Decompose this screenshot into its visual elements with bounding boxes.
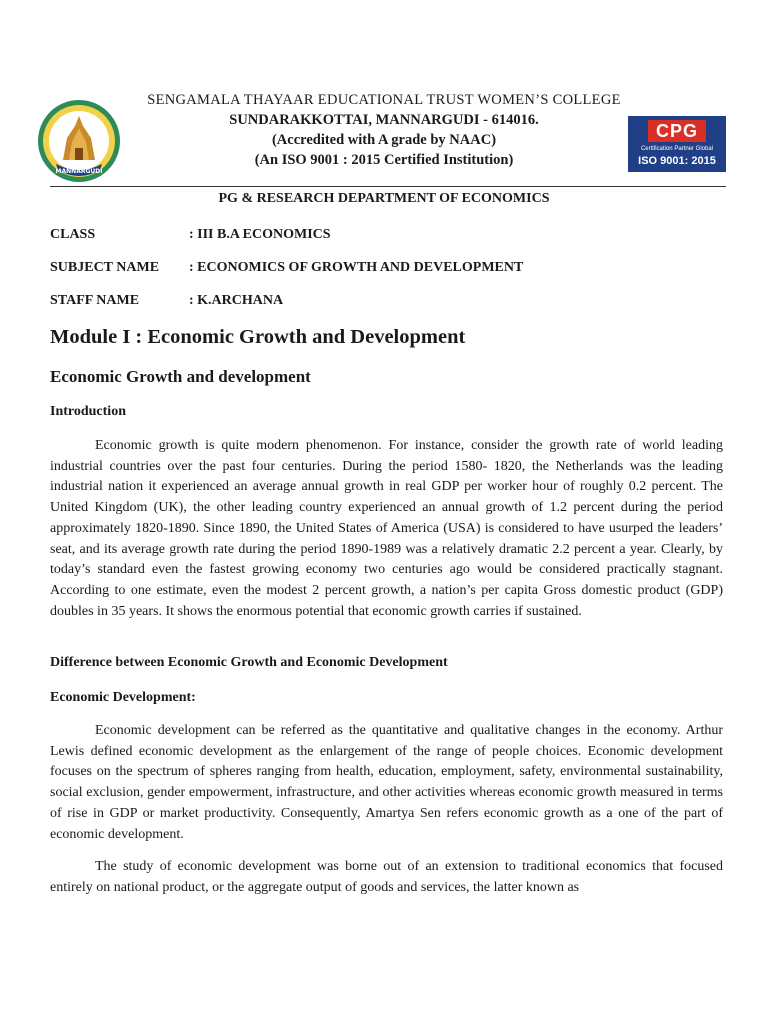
header-divider [50,186,726,187]
paragraph-text: Economic growth is quite modern phenomenon. For instance, consider the growth rate of world leading industrial countries over the past four centuries. During the period 1580- 1820, the Netherlands was the leading industrial nation it experienced an average annual growth in real GDP per worker hour of roughly 0.2 percent. The United Kingdom (UK), the other leading country experienced an annual growth of 1.2 percent during the period approximately 1820-1890. Since 1890, the United States of America (USA) is considered to have usurped the leaders’ seat, and its average growth rate during the period 1890-1989 was a relatively dramatic 2.2 percent a year. Clearly, by today’s standard even the fastest growing economy two centuries ago would be considered practically stagnant. According to one estimate, even the modest 2 percent growth, a nation’s per capita Gross domestic product (GDP) doubles in 35 years. It shows the enormous potential that economic growth carries if sustained. [50,438,723,619]
difference-heading: Difference between Economic Growth and Economic Development [50,655,448,670]
college-address: SUNDARAKKOTTAI, MANNARGUDI - 614016. [229,112,539,128]
cpg-tagline: Certification Partner Global [640,146,714,152]
paragraph-text: The study of economic development was borne out of an extension to traditional economics that focused entirely on national product, or the aggregate output of goods and services, the latter known as [50,859,723,895]
economic-development-heading: Economic Development: [50,690,196,705]
economic-development-paragraph [50,721,723,845]
module-title: Module I : Economic Growth and Development [50,326,466,348]
section-title: Economic Growth and development [50,367,311,386]
introduction-heading: Introduction [50,404,126,419]
paragraph-text: Economic development can be referred as the quantitative and qualitative changes in the economy. Arthur Lewis defined economic development as the enlargement of the range of people choices. Economic development focuses on the spectrum of spheres ranging from health, education, employment, safety, environmental sustainability, social exclusion, gender empowerment, infrastructure, and other activities whereas economic growth measured in terms of rise in GDP or market productivity. Consequently, Amartya Sen refers economic growth as a one of the part of economic development. [50,723,723,842]
department-title: PG & RESEARCH DEPARTMENT OF ECONOMICS [218,191,550,206]
info-label: CLASS [50,227,96,242]
svg-text:MANNARGUDI: MANNARGUDI [55,168,103,175]
introduction-paragraph [50,436,723,622]
info-label: SUBJECT NAME [50,260,160,275]
info-label: STAFF NAME [50,293,140,308]
college-name: SENGAMALA THAYAAR EDUCATIONAL TRUST WOMEN’S COLLEGE [147,92,621,108]
study-paragraph [50,857,723,898]
cpg-brand: CPG [648,120,706,142]
info-value: : ECONOMICS OF GROWTH AND DEVELOPMENT [189,260,524,275]
accreditation-line: (Accredited with A grade by NAAC) [271,132,497,148]
cpg-iso-standard: ISO 9001: 2015 [638,155,716,167]
info-value: : K.ARCHANA [189,293,284,308]
iso-certification-line: (An ISO 9001 : 2015 Certified Institution) [254,152,514,168]
info-value: : III B.A ECONOMICS [189,227,331,242]
